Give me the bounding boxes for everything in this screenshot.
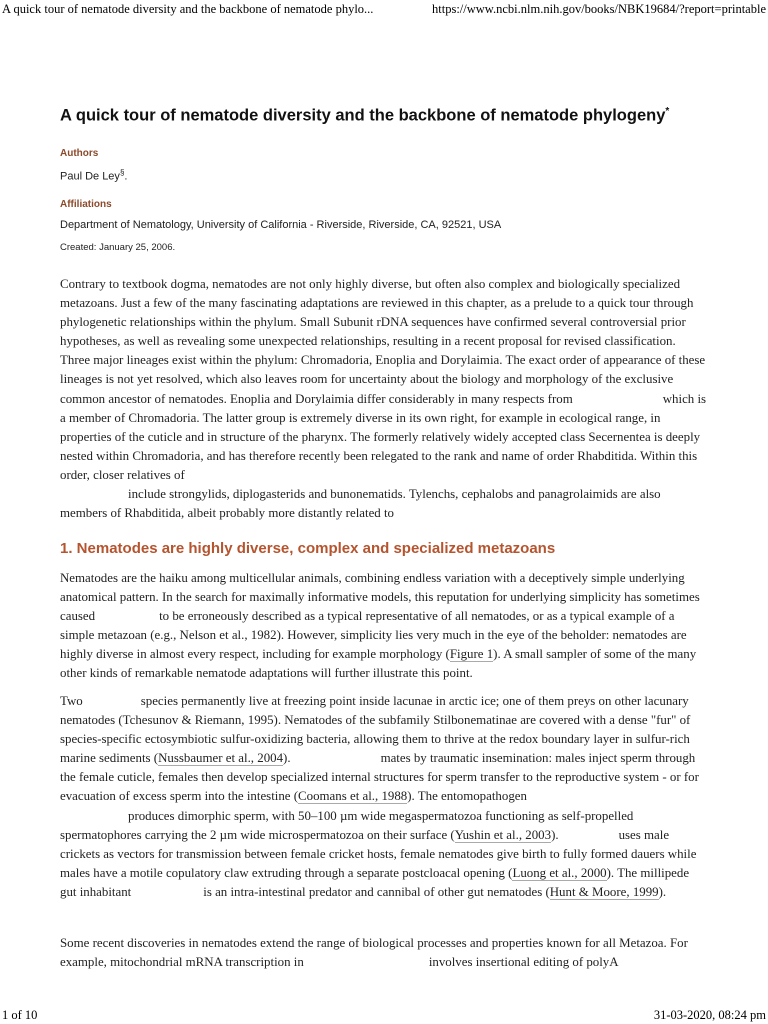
para2-part-d: mates by traumatic insemination: males inject sperm through the female cuticle, females then develop specialized internal structures for sperm transfer to the reproductive system - or for evacuation of excess sperm into the intestine ( xyxy=(60,751,699,804)
nussbaumer-citation-link[interactable]: Nussbaumer et al., 2004 xyxy=(158,751,284,766)
section1-paragraph-3 xyxy=(60,934,708,972)
abstract-part-1: Contrary to textbook dogma, nematodes are not only highly diverse, but often also complex and biologically specialized metazoans. Just a few of the many fascinating adaptations are reviewed in this chapter, as a prelude to a quick tour through phylogenetic relationships within the phylum. Small Subunit rDNA sequences have confirmed several controversial prior hypotheses, as well as revealing some unexpected relationships, resulting in a recent proposal for revised classification. Three major lineages exist within the phylum: Chromadoria, Enoplia and Dorylaimia. The exact order of appearance of these lineages is not yet resolved, which also leaves room for uncertainty about the biology and morphology of the exclusive common ancestor of nematodes. Enoplia and Dorylaimia differ considerably in many respects from xyxy=(60,277,706,406)
author-name xyxy=(60,168,127,183)
section1-paragraph-2 xyxy=(60,692,708,902)
para2-part-b: species permanently live at freezing point inside lacunae in arctic ice; one of them preys on other lacunary nematodes (Tchesunov & Riemann, 1995). Nematodes of the subfamily Stilbonematinae are covered with a dense "fur" of species-specific ectosymbiotic sulfur-oxidizing bacteria, allowing them to thrive at the redox boundary layer in sulfur-rich marine sediments ( xyxy=(60,694,691,766)
para1-part-c: ). A small sampler of some of the many other kinds of remarkable nematode adaptations will further illustrate this point. xyxy=(60,647,697,681)
para2-part-a: Two xyxy=(60,694,83,708)
page-counter: 1 of 10 xyxy=(2,1008,38,1022)
yushin-citation-link[interactable]: Yushin et al., 2003 xyxy=(454,827,552,842)
para2-part-c: ). xyxy=(283,751,291,766)
title-footnote-link[interactable]: * xyxy=(665,106,670,117)
abstract-part-3: include strongylids, diplogasterids and bunonematids. Tylenchs, cephalobs and panagrolaimids are also members of Rhabditida, albeit probably more distantly related to xyxy=(60,487,661,521)
para2-part-k: ). xyxy=(658,884,667,899)
para3-part-a: Some recent discoveries in nematodes extend the range of biological processes and properties known for all Metazoa. For example, mitochondrial mRNA transcription in xyxy=(60,936,688,970)
para2-part-i: ). The millipede gut inhabitant xyxy=(60,865,690,899)
section1-paragraph-1 xyxy=(60,569,708,684)
abstract-paragraph xyxy=(60,275,708,523)
browser-page-url: https://www.ncbi.nlm.nih.gov/books/NBK19684/?report=printable xyxy=(432,2,766,16)
figure-1-link[interactable]: Figure 1 xyxy=(449,647,494,662)
created-date: Created: January 25, 2006. xyxy=(60,242,176,253)
authors-label: Authors xyxy=(60,148,99,159)
luong-citation-link[interactable]: Luong et al., 2000 xyxy=(512,865,607,880)
affiliations-label: Affiliations xyxy=(60,199,112,210)
author-name-text: Paul De Ley xyxy=(60,170,120,183)
para2-part-h: uses male crickets as vectors for transmission between female cricket hosts, female nematodes give birth to fully formed dauers while males have a motile copulatory claw extruding through a separate postcloacal opening ( xyxy=(60,827,697,880)
author-footnote-link[interactable]: § xyxy=(119,168,125,177)
abstract-part-2: which is a member of Chromadoria. The latter group is extremely diverse in its own right, for example in ecological range, in properties of the cuticle and in structure of the pharynx. The formerly relatively widely accepted class Secernentea is deeply nested within Chromadoria, and has therefore recently been relegated to the rank and name of order Rhabditida. Within this order, closer relatives of xyxy=(60,391,707,482)
article-title xyxy=(60,106,720,126)
browser-page-title: A quick tour of nematode diversity and the backbone of nematode phylo... xyxy=(2,2,374,16)
para1-part-a: Nematodes are the haiku among multicellular animals, combining endless variation with a deceptively simple underlying anatomical pattern. In the search for maximally informative models, this reputation for underlying simplicity has sometimes caused xyxy=(60,571,700,624)
hunt-moore-citation-link[interactable]: Hunt & Moore, 1999 xyxy=(549,884,659,899)
coomans-citation-link[interactable]: Coomans et al., 1988 xyxy=(298,789,408,804)
para3-part-b: involves insertional editing of polyA xyxy=(428,955,619,970)
para1-part-b: to be erroneously described as a typical representative of all nematodes, or as a typical example of a simple metazoan (e.g., Nelson et al., 1982). However, simplicity lies very much in the eye of the beholder: nematodes are highly diverse in almost every respect, including for example morphology ( xyxy=(60,609,687,662)
para2-part-f: produces dimorphic sperm, with 50–100 µm wide megaspermatozoa functioning as self-propelled spermatophores carrying the 2 µm wide microspermatozoa on their surface ( xyxy=(60,808,634,842)
author-name-end: . xyxy=(124,170,128,183)
print-timestamp: 31-03-2020, 08:24 pm xyxy=(653,1008,766,1022)
article-title-text: A quick tour of nematode diversity and the backbone of nematode phylogeny xyxy=(60,106,666,125)
para2-part-j: is an intra-intestinal predator and cannibal of other gut nematodes ( xyxy=(203,884,550,899)
section-heading-1: 1. Nematodes are highly diverse, complex and specialized metazoans xyxy=(60,540,556,557)
affiliation-text: Department of Nematology, University of California - Riverside, Riverside, CA, 92521, USA xyxy=(60,219,502,231)
para2-part-g: ). xyxy=(551,827,559,842)
para2-part-e: ). The entomopathogen xyxy=(407,789,527,804)
